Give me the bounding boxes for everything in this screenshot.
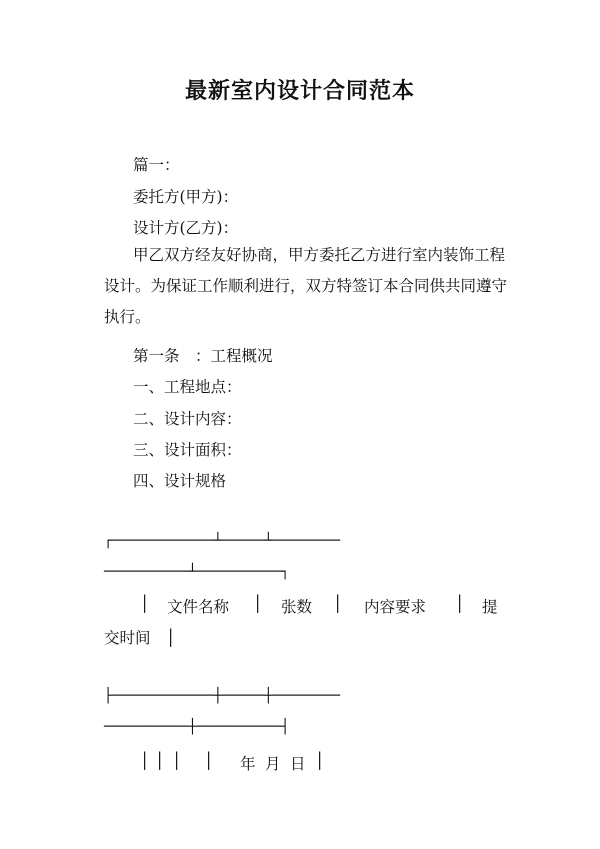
article-1-heading: 第一条 ：工程概况 <box>133 347 273 365</box>
date-month: 月 <box>265 755 281 773</box>
table-sep: │ <box>333 595 343 613</box>
table-mid-rule-a: ├────────────┼─────┼──────── <box>104 688 341 704</box>
party-b-label: 设计方(乙方)： <box>133 219 239 237</box>
item-area: 三、设计面积： <box>133 441 242 459</box>
item-spec: 四、设计规格 <box>133 472 227 490</box>
page-title: 最新室内设计合同范本 <box>184 78 415 104</box>
intro-paragraph: 甲乙双方经友好协商，甲方委托乙方进行室内装饰工程设计。为保证工作顺利进行，双方特签订本合同供共同遵守执行。 <box>104 246 508 326</box>
header-submit-time-cont: 交时间 │ <box>104 629 176 647</box>
item-content: 二、设计内容： <box>133 410 242 428</box>
date-year: 年 <box>240 755 256 773</box>
header-submit-time-start: 提 <box>482 598 498 616</box>
table-sep: │ <box>155 752 165 770</box>
table-sep: │ <box>253 595 263 613</box>
table-sep: │ <box>455 595 465 613</box>
table-sep: │ <box>204 752 214 770</box>
table-sep: │ <box>315 752 325 770</box>
header-requirements: 内容要求 <box>364 598 427 616</box>
header-file-name: 文件名称 <box>167 598 230 616</box>
table-top-rule-b: ──────────┴──────────┐ <box>104 564 290 580</box>
table-sep: │ <box>140 752 150 770</box>
table-mid-rule-b: ──────────┼──────────┤ <box>104 719 290 735</box>
table-top-rule-a: ┌────────────┴─────┴──────── <box>104 533 341 549</box>
table-sep: │ <box>140 595 150 613</box>
party-a-label: 委托方(甲方)： <box>133 188 239 206</box>
item-location: 一、工程地点： <box>133 378 242 396</box>
date-day: 日 <box>290 755 306 773</box>
header-count: 张数 <box>281 598 313 616</box>
table-sep: │ <box>172 752 182 770</box>
part-heading: 篇一： <box>133 156 180 174</box>
